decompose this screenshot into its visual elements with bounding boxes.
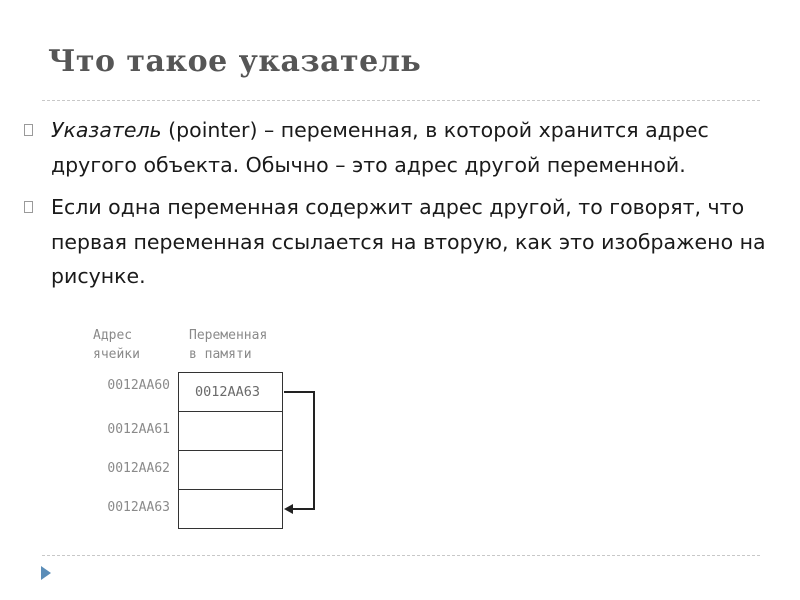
bullet-text: Если одна переменная содержит адрес другой, то говорят, что первая переменная ссылается на вторую, как это изображено на рисунке. <box>51 195 766 288</box>
address-column-header: Адрес ячейки <box>93 328 140 362</box>
term-pointer: Указатель <box>51 118 162 142</box>
address-label: 0012AA60 <box>107 378 170 393</box>
address-label: 0012AA61 <box>107 422 170 437</box>
bullet-item-pointer-definition <box>24 113 774 182</box>
pointer-arrow <box>90 326 340 536</box>
address-label: 0012AA63 <box>107 500 170 515</box>
square-bullet-icon <box>24 124 33 136</box>
memory-diagram <box>90 326 340 536</box>
bottom-divider <box>42 555 760 556</box>
memory-cell: 0012AA63 <box>178 372 283 412</box>
bullet-list <box>24 113 774 302</box>
top-divider <box>42 100 760 101</box>
bullet-item-reference-explanation <box>24 190 774 294</box>
address-label: 0012AA62 <box>107 461 170 476</box>
variable-column-header: Переменная в памяти <box>189 328 268 362</box>
square-bullet-icon <box>24 201 33 213</box>
slide-title: Что такое указатель <box>48 44 422 79</box>
next-slide-arrow-icon[interactable] <box>41 566 51 580</box>
bullet-text: (pointer) – переменная, в которой хранится адрес другого объекта. Обычно – это адрес другой переменной. <box>51 118 709 177</box>
